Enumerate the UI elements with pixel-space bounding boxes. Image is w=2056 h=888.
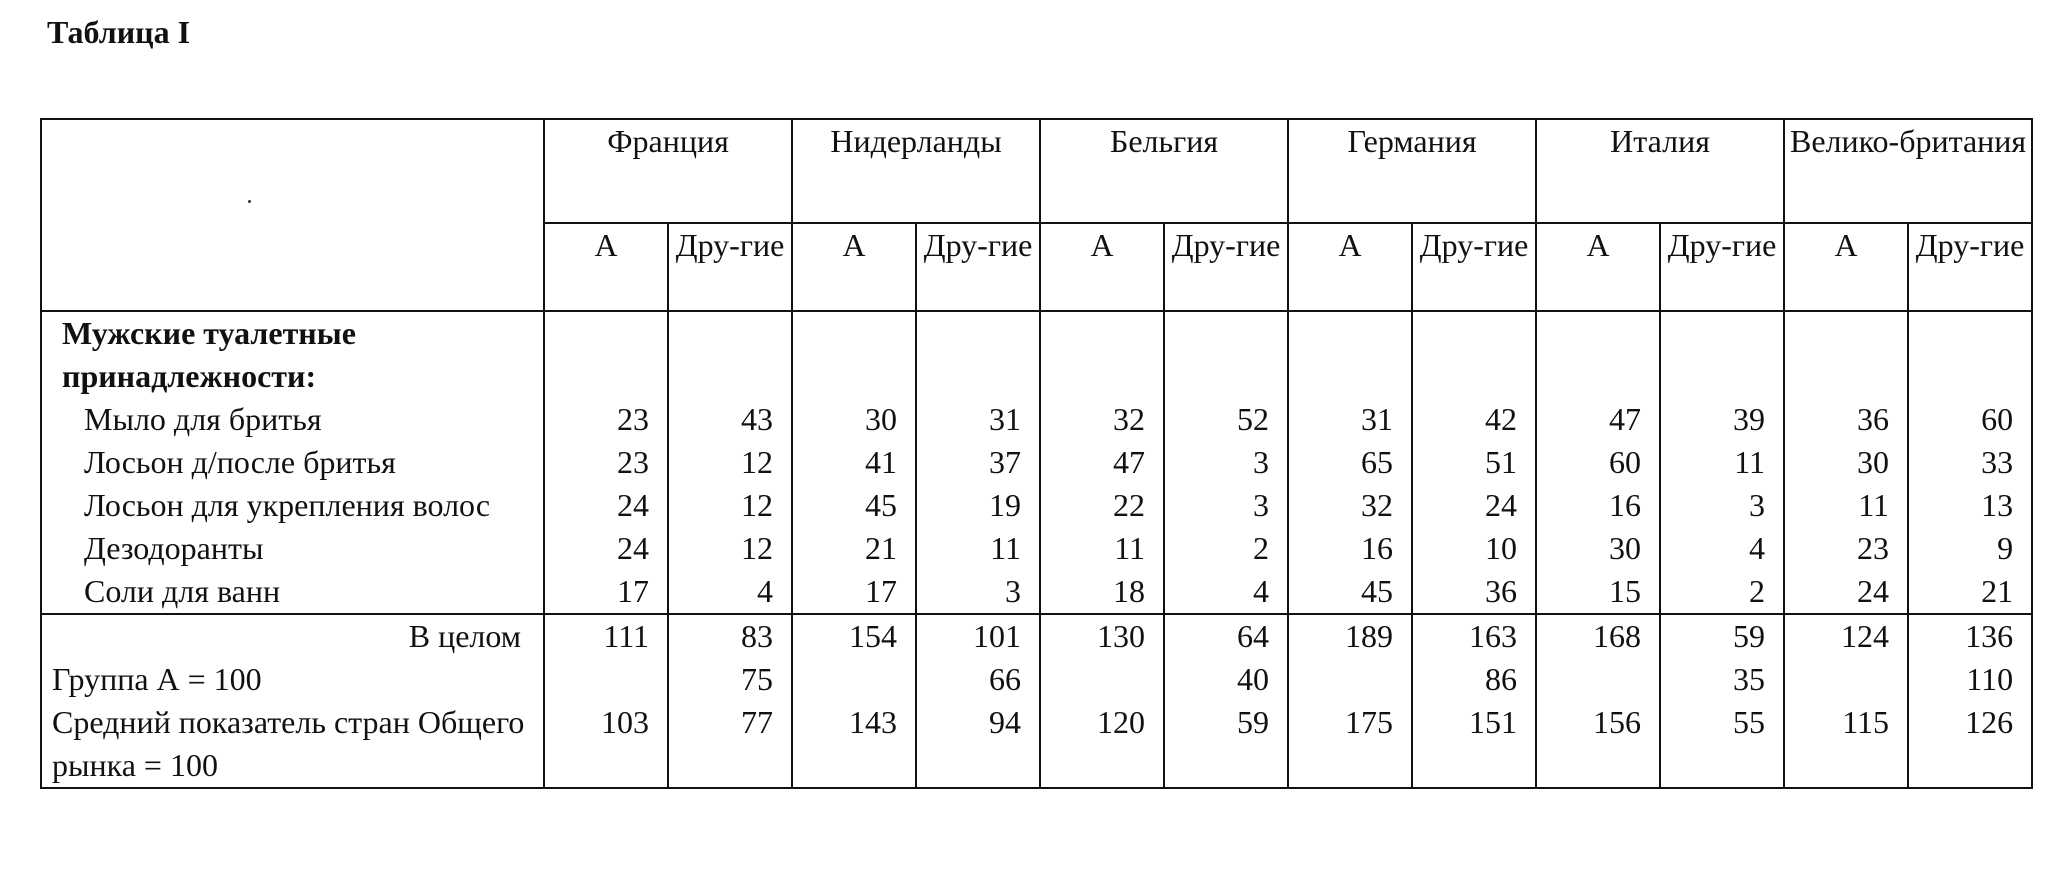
subheader-a: А — [1040, 223, 1164, 311]
value-a: 47 — [1040, 441, 1164, 484]
value-other: 77 — [668, 701, 792, 788]
value-other: 12 — [668, 527, 792, 570]
value-other: 51 — [1412, 441, 1536, 484]
table-row — [41, 398, 2032, 441]
value-a: 45 — [1288, 570, 1412, 614]
value-a: 30 — [1536, 527, 1660, 570]
value-other: 86 — [1412, 658, 1536, 701]
value-other: 21 — [1908, 570, 2032, 614]
value-a: 23 — [1784, 527, 1908, 570]
country-header: Италия — [1536, 119, 1784, 223]
value-a: 60 — [1536, 441, 1660, 484]
value-other: 83 — [668, 614, 792, 658]
subheader-other: Дру-гие — [1412, 223, 1536, 311]
value-a: 189 — [1288, 614, 1412, 658]
table-row — [41, 484, 2032, 527]
value-other: 12 — [668, 484, 792, 527]
value-a: 124 — [1784, 614, 1908, 658]
value-other: 60 — [1908, 398, 2032, 441]
value-a — [1288, 658, 1412, 701]
table-row — [41, 701, 2032, 788]
country-header: Велико-британия — [1784, 119, 2032, 223]
subheader-a: А — [792, 223, 916, 311]
value-other: 126 — [1908, 701, 2032, 788]
value-other: 33 — [1908, 441, 2032, 484]
subheader-a: А — [1288, 223, 1412, 311]
market-share-table — [40, 118, 2033, 789]
items-group — [41, 311, 2032, 614]
subheader-other: Дру-гие — [1908, 223, 2032, 311]
value-other: 10 — [1412, 527, 1536, 570]
table-caption: Таблица I — [47, 14, 191, 50]
value-a: 30 — [1784, 441, 1908, 484]
value-other: 55 — [1660, 701, 1784, 788]
row-label: Мыло для бритья — [41, 398, 544, 441]
value-a: 168 — [1536, 614, 1660, 658]
value-other: 110 — [1908, 658, 2032, 701]
value-other: 3 — [1164, 484, 1288, 527]
subheader-other: Дру-гие — [916, 223, 1040, 311]
value-other: 52 — [1164, 398, 1288, 441]
value-other: 136 — [1908, 614, 2032, 658]
value-a: 32 — [1040, 398, 1164, 441]
value-a: 45 — [792, 484, 916, 527]
value-other: 43 — [668, 398, 792, 441]
value-other: 3 — [1660, 484, 1784, 527]
value-other: 11 — [916, 527, 1040, 570]
subheader-other: Дру-гие — [668, 223, 792, 311]
value-a: 143 — [792, 701, 916, 788]
value-a: 156 — [1536, 701, 1660, 788]
value-other: 35 — [1660, 658, 1784, 701]
value-other: 36 — [1412, 570, 1536, 614]
value-a: 36 — [1784, 398, 1908, 441]
value-other: 59 — [1164, 701, 1288, 788]
value-a: 103 — [544, 701, 668, 788]
value-a: 65 — [1288, 441, 1412, 484]
row-label: Группа А = 100 — [41, 658, 544, 701]
value-other: 9 — [1908, 527, 2032, 570]
value-a: 18 — [1040, 570, 1164, 614]
section-title: Мужские туалетные принадлежности: — [41, 311, 544, 398]
value-other: 75 — [668, 658, 792, 701]
value-other: 42 — [1412, 398, 1536, 441]
value-other: 2 — [1660, 570, 1784, 614]
table-row — [41, 658, 2032, 701]
value-a: 130 — [1040, 614, 1164, 658]
value-a: 32 — [1288, 484, 1412, 527]
value-other: 4 — [668, 570, 792, 614]
value-a: 111 — [544, 614, 668, 658]
subheader-other: Дру-гие — [1164, 223, 1288, 311]
value-a — [792, 658, 916, 701]
subheader-a: А — [544, 223, 668, 311]
value-a: 24 — [544, 484, 668, 527]
value-other: 4 — [1660, 527, 1784, 570]
table-row — [41, 527, 2032, 570]
value-a: 15 — [1536, 570, 1660, 614]
value-other: 64 — [1164, 614, 1288, 658]
table-row — [41, 441, 2032, 484]
value-other: 3 — [1164, 441, 1288, 484]
table-row — [41, 570, 2032, 614]
value-a: 23 — [544, 441, 668, 484]
value-a — [1536, 658, 1660, 701]
subheader-a: А — [1784, 223, 1908, 311]
value-a: 24 — [1784, 570, 1908, 614]
value-a: 24 — [544, 527, 668, 570]
value-other: 3 — [916, 570, 1040, 614]
value-other: 94 — [916, 701, 1040, 788]
value-a: 175 — [1288, 701, 1412, 788]
value-a: 47 — [1536, 398, 1660, 441]
value-a: 30 — [792, 398, 916, 441]
value-other: 31 — [916, 398, 1040, 441]
value-other: 4 — [1164, 570, 1288, 614]
value-other: 151 — [1412, 701, 1536, 788]
value-other: 39 — [1660, 398, 1784, 441]
section-title-row — [41, 311, 2032, 398]
row-label: Средний показатель стран Общего рынка = 100 — [41, 701, 544, 788]
value-other: 11 — [1660, 441, 1784, 484]
value-a — [1040, 658, 1164, 701]
country-header: Германия — [1288, 119, 1536, 223]
value-a: 31 — [1288, 398, 1412, 441]
subheader-other: Дру-гие — [1660, 223, 1784, 311]
country-header: Франция — [544, 119, 792, 223]
value-a: 115 — [1784, 701, 1908, 788]
value-a: 16 — [1536, 484, 1660, 527]
row-label: Лосьон для укрепления волос — [41, 484, 544, 527]
value-a: 11 — [1040, 527, 1164, 570]
value-a — [544, 658, 668, 701]
value-a: 120 — [1040, 701, 1164, 788]
totals-group — [41, 614, 2032, 788]
country-header: Бельгия — [1040, 119, 1288, 223]
value-other: 66 — [916, 658, 1040, 701]
value-other: 163 — [1412, 614, 1536, 658]
value-other: 2 — [1164, 527, 1288, 570]
value-a: 16 — [1288, 527, 1412, 570]
row-label: Соли для ванн — [41, 570, 544, 614]
value-a: 11 — [1784, 484, 1908, 527]
table-row — [41, 614, 2032, 658]
value-other: 101 — [916, 614, 1040, 658]
value-other: 12 — [668, 441, 792, 484]
value-a: 22 — [1040, 484, 1164, 527]
value-a: 23 — [544, 398, 668, 441]
value-a: 154 — [792, 614, 916, 658]
value-a: 41 — [792, 441, 916, 484]
value-other: 37 — [916, 441, 1040, 484]
value-other: 59 — [1660, 614, 1784, 658]
row-label: В целом — [41, 614, 544, 658]
country-header: Нидерланды — [792, 119, 1040, 223]
country-header-row — [41, 119, 2032, 223]
value-other: 19 — [916, 484, 1040, 527]
value-other: 40 — [1164, 658, 1288, 701]
row-label: Лосьон д/после бритья — [41, 441, 544, 484]
value-other: 13 — [1908, 484, 2032, 527]
value-a: 21 — [792, 527, 916, 570]
corner-cell — [41, 119, 544, 311]
value-a: 17 — [792, 570, 916, 614]
value-a: 17 — [544, 570, 668, 614]
value-other: 24 — [1412, 484, 1536, 527]
value-a — [1784, 658, 1908, 701]
subheader-a: А — [1536, 223, 1660, 311]
row-label: Дезодоранты — [41, 527, 544, 570]
